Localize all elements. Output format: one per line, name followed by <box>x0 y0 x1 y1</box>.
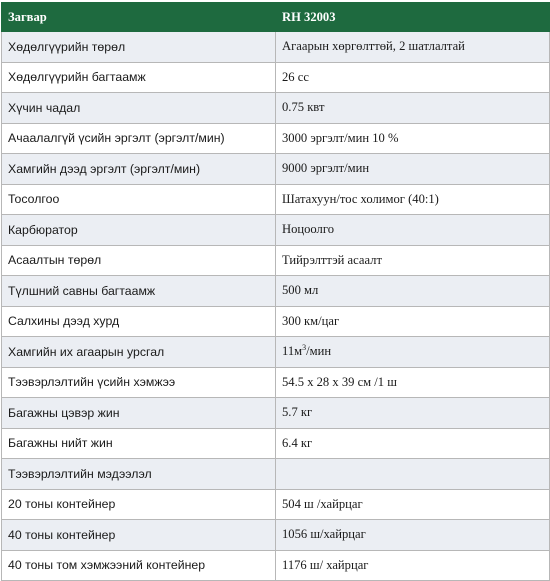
row-label: Карбюратор <box>2 215 276 246</box>
row-value: 3000 эргэлт/мин 10 % <box>276 123 550 154</box>
table-row <box>2 93 550 124</box>
row-value: 1056 ш/хайрцаг <box>276 520 550 551</box>
row-value: 500 мл <box>276 276 550 307</box>
row-value: 54.5 x 28 x 39 см /1 ш <box>276 367 550 398</box>
row-label: Хөдөлгүүрийн багтаамж <box>2 62 276 93</box>
table-row <box>2 367 550 398</box>
table-row <box>2 215 550 246</box>
row-value: 300 км/цаг <box>276 306 550 337</box>
table-row <box>2 550 550 581</box>
row-label: 40 тоны контейнер <box>2 520 276 551</box>
table-row <box>2 459 550 490</box>
row-label: Хамгийн дээд эргэлт (эргэлт/мин) <box>2 154 276 185</box>
row-value <box>276 337 550 368</box>
table-row <box>2 276 550 307</box>
table-row <box>2 32 550 63</box>
row-value <box>276 459 550 490</box>
spec-table <box>1 2 550 581</box>
table-row <box>2 520 550 551</box>
row-label: Хүчин чадал <box>2 93 276 124</box>
row-label: Тосолгоо <box>2 184 276 215</box>
row-value: Ноцоолго <box>276 215 550 246</box>
row-value: Агаарын хөргөлттөй, 2 шатлалтай <box>276 32 550 63</box>
row-value: Тийрэлттэй асаалт <box>276 245 550 276</box>
table-row <box>2 184 550 215</box>
row-label: Асаалтын төрөл <box>2 245 276 276</box>
row-value: 0.75 квт <box>276 93 550 124</box>
row-value: Шатахуун/тос холимог (40:1) <box>276 184 550 215</box>
row-label: Салхины дээд хурд <box>2 306 276 337</box>
table-row <box>2 245 550 276</box>
row-label: Тээвэрлэлтийн үсийн хэмжээ <box>2 367 276 398</box>
row-label: Хамгийн их агаарын урсгал <box>2 337 276 368</box>
airflow-value: 11м <box>282 344 303 359</box>
row-value: 26 cc <box>276 62 550 93</box>
header-model-label: Загвар <box>2 3 276 32</box>
row-label: Хөдөлгүүрийн төрөл <box>2 32 276 63</box>
row-value: 504 ш /хайрцаг <box>276 489 550 520</box>
row-value: 1176 ш/ хайрцаг <box>276 550 550 581</box>
row-label: Түлшний савны багтаамж <box>2 276 276 307</box>
spec-table-container <box>1 0 549 581</box>
airflow-superscript: 3 <box>302 343 307 353</box>
row-label: Тээвэрлэлтийн мэдээлэл <box>2 459 276 490</box>
table-row <box>2 398 550 429</box>
table-row <box>2 154 550 185</box>
table-row <box>2 337 550 368</box>
row-label: 40 тоны том хэмжээний контейнер <box>2 550 276 581</box>
table-row <box>2 62 550 93</box>
row-value: 9000 эргэлт/мин <box>276 154 550 185</box>
table-row <box>2 306 550 337</box>
table-row <box>2 428 550 459</box>
table-header-row <box>2 3 550 32</box>
airflow-unit: /мин <box>306 344 332 359</box>
table-row <box>2 489 550 520</box>
row-label: 20 тоны контейнер <box>2 489 276 520</box>
table-row <box>2 123 550 154</box>
header-model-value: RH 32003 <box>276 3 550 32</box>
row-label: Багажны цэвэр жин <box>2 398 276 429</box>
row-label: Багажны нийт жин <box>2 428 276 459</box>
row-value: 6.4 кг <box>276 428 550 459</box>
row-value: 5.7 кг <box>276 398 550 429</box>
row-label: Ачаалалгүй үсийн эргэлт (эргэлт/мин) <box>2 123 276 154</box>
